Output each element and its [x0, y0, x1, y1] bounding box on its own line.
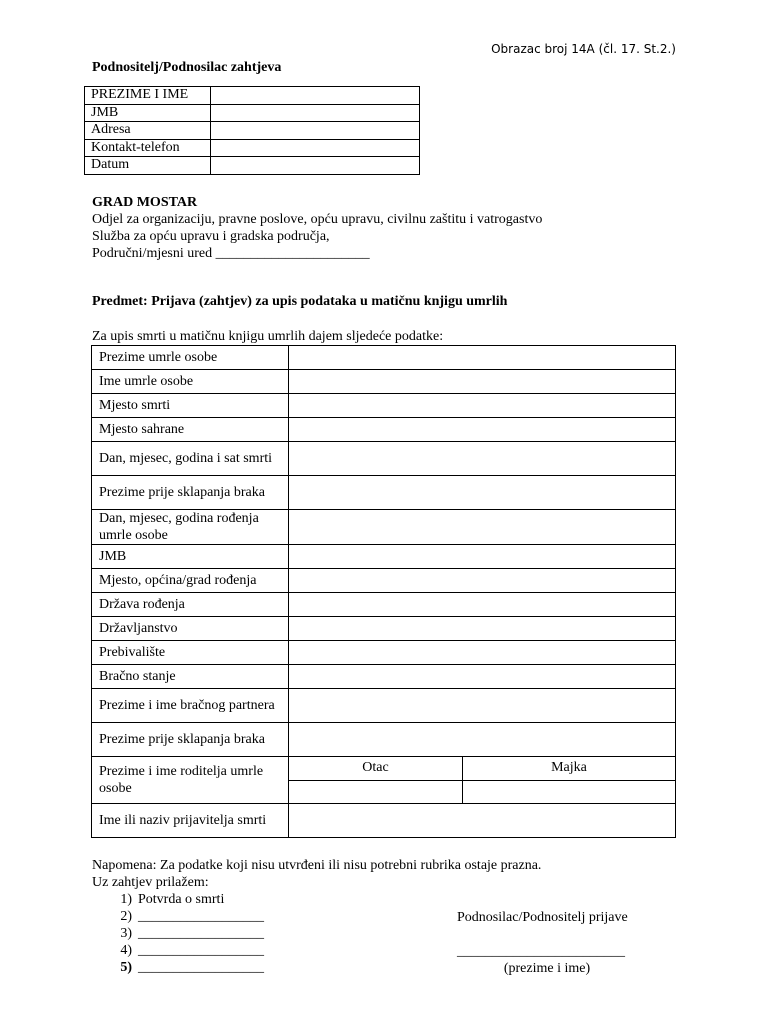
- table-row: [92, 593, 676, 617]
- recipient-service: Služba za opću upravu i gradska područja,: [92, 229, 330, 244]
- attachment-blank[interactable]: __________________: [138, 960, 264, 975]
- row-label: JMB: [92, 545, 289, 569]
- applicant-table: [84, 86, 420, 175]
- place-of-birth-field[interactable]: [289, 569, 676, 593]
- row-label: Mjesto, općina/grad rođenja: [92, 569, 289, 593]
- deceased-name-field[interactable]: [289, 370, 676, 394]
- applicant-label: Datum: [85, 157, 211, 175]
- table-row: [92, 476, 676, 510]
- applicant-section-title: Podnositelj/Podnosilac zahtjeva: [92, 60, 282, 75]
- subject-line: Predmet: Prijava (zahtjev) za upis podataka u matičnu knjigu umrlih: [92, 294, 508, 309]
- applicant-row-address: [85, 122, 420, 140]
- attachment-number: 5): [120, 960, 132, 975]
- row-label: Država rođenja: [92, 593, 289, 617]
- row-label: Prezime prije sklapanja braka: [92, 476, 289, 510]
- table-row: [92, 346, 676, 370]
- mother-name-field[interactable]: [462, 781, 675, 804]
- row-label: Ime ili naziv prijavitelja smrti: [92, 804, 289, 838]
- date-time-of-death-field[interactable]: [289, 442, 676, 476]
- attachment-number: 1): [120, 892, 132, 907]
- table-row: [92, 757, 676, 781]
- row-label: Prezime prije sklapanja braka: [92, 723, 289, 757]
- recipient-city: GRAD MOSTAR: [92, 195, 198, 210]
- date-of-birth-field[interactable]: [289, 510, 676, 545]
- deceased-jmb-field[interactable]: [289, 545, 676, 569]
- applicant-row-date: [85, 157, 420, 175]
- attachment-number: 4): [120, 943, 132, 958]
- note-text: Napomena: Za podatke koji nisu utvrđeni ili nisu potrebni rubrika ostaje prazna.: [92, 858, 542, 873]
- table-row: [92, 442, 676, 476]
- place-of-burial-field[interactable]: [289, 418, 676, 442]
- row-label: Prezime umrle osobe: [92, 346, 289, 370]
- applicant-label: JMB: [85, 104, 211, 122]
- applicant-name-field[interactable]: [211, 87, 420, 105]
- table-row: [92, 370, 676, 394]
- row-label: Mjesto smrti: [92, 394, 289, 418]
- row-label: Dan, mjesec, godina i sat smrti: [92, 442, 289, 476]
- table-row: [92, 569, 676, 593]
- applicant-row-name: [85, 87, 420, 105]
- table-row: [92, 394, 676, 418]
- applicant-address-field[interactable]: [211, 122, 420, 140]
- applicant-jmb-field[interactable]: [211, 104, 420, 122]
- table-row: [92, 804, 676, 838]
- applicant-label: Kontakt-telefon: [85, 139, 211, 157]
- spouse-maiden-name-field[interactable]: [289, 723, 676, 757]
- table-row: [92, 665, 676, 689]
- row-label: Državljanstvo: [92, 617, 289, 641]
- maiden-name-field[interactable]: [289, 476, 676, 510]
- attachment-blank[interactable]: __________________: [138, 943, 264, 958]
- signature-block: [457, 909, 637, 977]
- applicant-row-phone: [85, 139, 420, 157]
- table-row: [92, 641, 676, 665]
- form-reference: Obrazac broj 14A (čl. 17. St.2.): [491, 42, 676, 56]
- table-row: [92, 723, 676, 757]
- attachments-label: Uz zahtjev prilažem:: [92, 875, 209, 890]
- mother-column-header: Majka: [462, 757, 675, 781]
- residence-field[interactable]: [289, 641, 676, 665]
- table-row: [92, 689, 676, 723]
- attachment-number: 3): [120, 926, 132, 941]
- signature-line[interactable]: ________________________: [457, 944, 625, 959]
- row-label: Dan, mjesec, godina rođenja umrle osobe: [92, 510, 289, 545]
- recipient-block: [92, 194, 542, 262]
- father-name-field[interactable]: [289, 781, 463, 804]
- applicant-label: PREZIME I IME: [85, 87, 211, 105]
- recipient-department: Odjel za organizaciju, pravne poslove, opću upravu, civilnu zaštitu i vatrogastvo: [92, 212, 543, 227]
- row-label: Ime umrle osobe: [92, 370, 289, 394]
- table-row: [92, 617, 676, 641]
- attachment-number: 2): [120, 909, 132, 924]
- attachment-blank[interactable]: __________________: [138, 909, 264, 924]
- father-column-header: Otac: [289, 757, 463, 781]
- applicant-label: Adresa: [85, 122, 211, 140]
- row-label: Mjesto sahrane: [92, 418, 289, 442]
- marital-status-field[interactable]: [289, 665, 676, 689]
- attachment-blank[interactable]: __________________: [138, 926, 264, 941]
- intro-text: Za upis smrti u matičnu knjigu umrlih dajem sljedeće podatke:: [92, 329, 444, 344]
- applicant-phone-field[interactable]: [211, 139, 420, 157]
- place-of-death-field[interactable]: [289, 394, 676, 418]
- signature-label: Podnosilac/Podnositelj prijave: [457, 910, 628, 925]
- spouse-name-field[interactable]: [289, 689, 676, 723]
- country-of-birth-field[interactable]: [289, 593, 676, 617]
- row-label: Prezime i ime roditelja umrle osobe: [92, 757, 289, 804]
- table-row: [92, 545, 676, 569]
- recipient-office: Područni/mjesni ured ______________________: [92, 246, 370, 261]
- row-label: Bračno stanje: [92, 665, 289, 689]
- citizenship-field[interactable]: [289, 617, 676, 641]
- deceased-surname-field[interactable]: [289, 346, 676, 370]
- attachment-text: Potvrda o smrti: [138, 892, 225, 907]
- row-label: Prebivalište: [92, 641, 289, 665]
- death-record-table: [91, 345, 676, 838]
- table-row: [92, 510, 676, 545]
- signature-sublabel: (prezime i ime): [503, 961, 591, 976]
- applicant-date-field[interactable]: [211, 157, 420, 175]
- list-item: [114, 891, 682, 908]
- row-label: Prezime i ime bračnog partnera: [92, 689, 289, 723]
- table-row: [92, 418, 676, 442]
- applicant-row-jmb: [85, 104, 420, 122]
- reporter-name-field[interactable]: [289, 804, 676, 838]
